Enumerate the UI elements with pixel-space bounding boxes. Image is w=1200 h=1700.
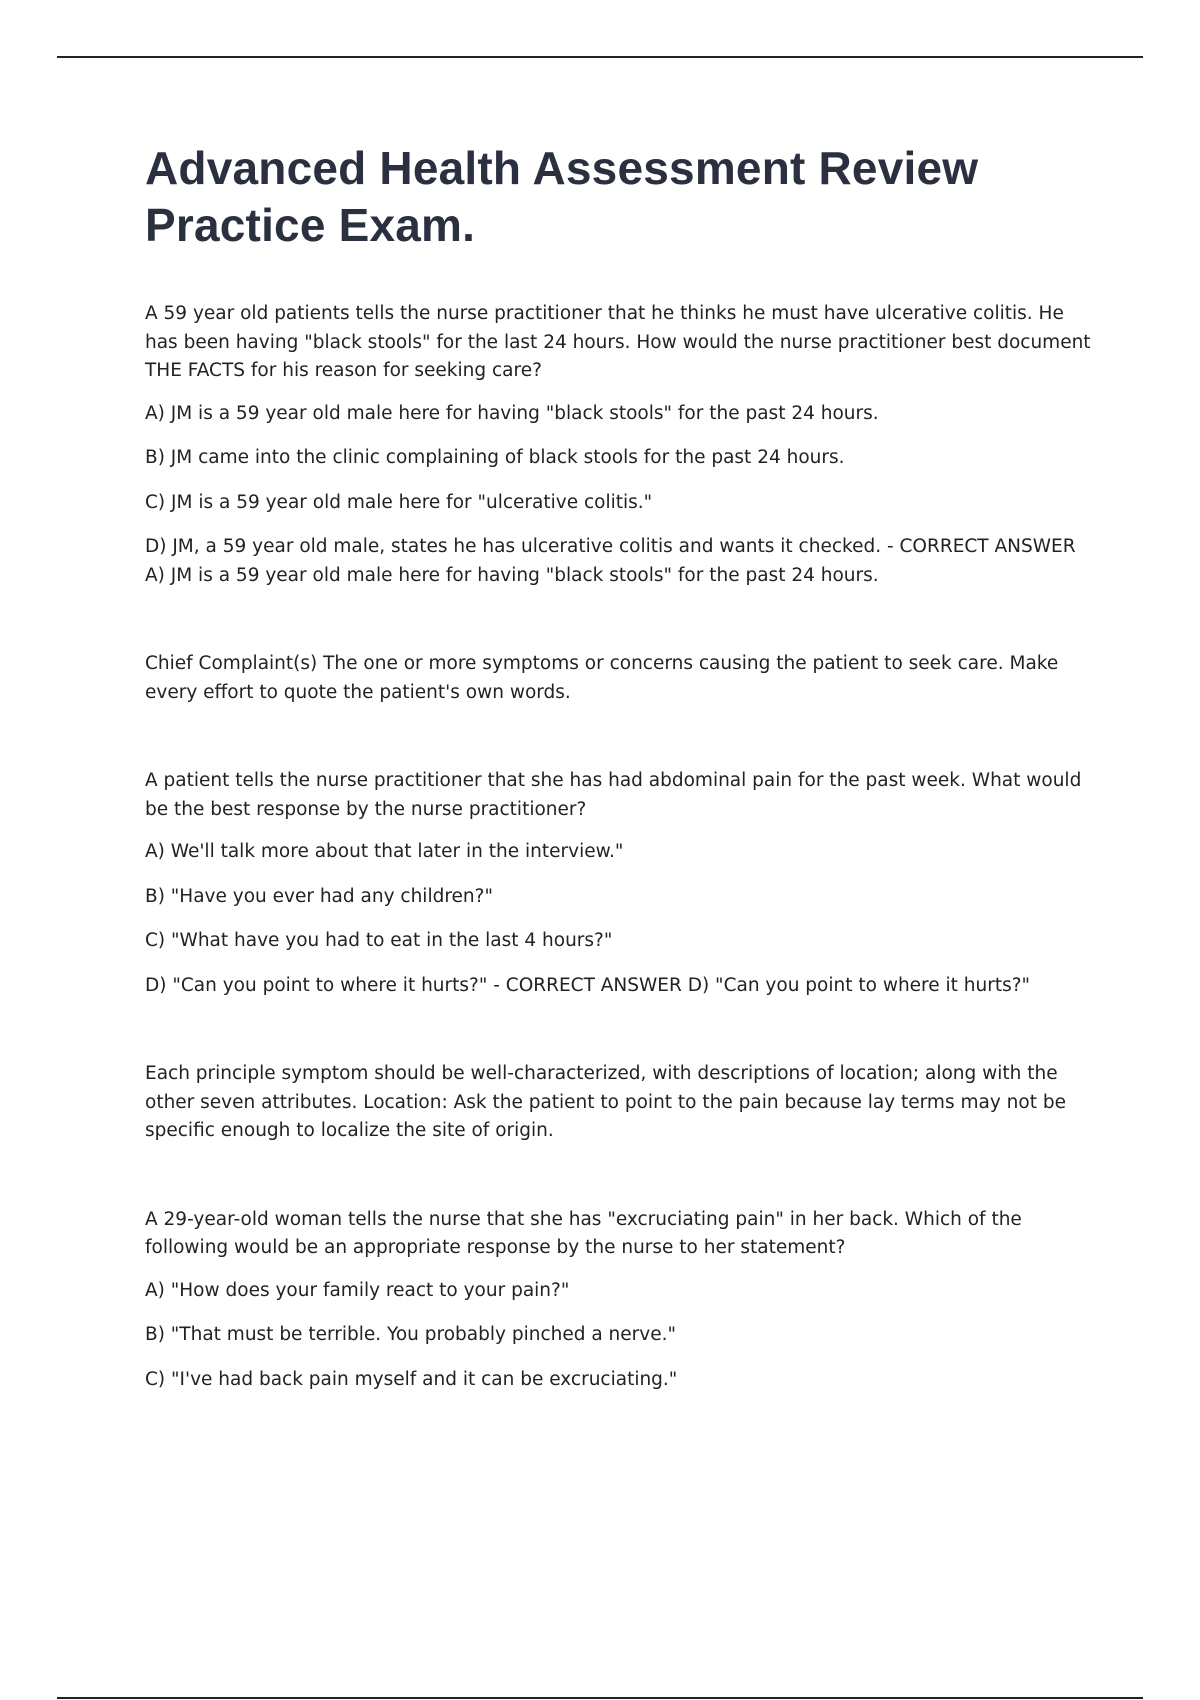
explanation-1 [145,650,1095,707]
answer-option-c: C) "What have you had to eat in the last 4 hours?" [145,930,613,951]
question-3 [145,1206,1095,1395]
question-stem: A patient tells the nurse practitioner that she has had abdominal pain for the past week. What would be the best response by the nurse practitioner? [145,770,1082,820]
explanation-text: Each principle symptom should be well-characterized, with descriptions of location; along with the other seven attributes. Location: Ask the patient to point to the pain because lay terms may not be specific enough to localize the site of origin. [145,1063,1066,1141]
answer-option-b: B) JM came into the clinic complaining of black stools for the past 24 hours. [145,447,845,468]
question-stem: A 29-year-old woman tells the nurse that she has "excruciating pain" in her back. Which of the following would be an appropriate response by the nurse to her statement? [145,1208,1022,1258]
explanation-2 [145,1060,1095,1146]
question-1 [145,300,1095,590]
explanation-text: Chief Complaint(s) The one or more symptoms or concerns causing the patient to seek care. Make every effort to quote the patient's own words. [145,653,1059,703]
answer-option-d: D) "Can you point to where it hurts?" - CORRECT ANSWER D) "Can you point to where it hurts?" [145,974,1031,996]
answer-option-a: A) "How does your family react to your pain?" [145,1279,570,1301]
top-rule [57,56,1143,58]
bottom-rule [57,1697,1143,1699]
answer-option-a: A) We'll talk more about that later in the interview." [145,841,624,862]
question-2 [145,767,1095,1000]
answer-option-b: B) "Have you ever had any children?" [145,885,493,907]
document-body [145,140,1095,1454]
answer-option-c: C) JM is a 59 year old male here for "ulcerative colitis." [145,491,653,513]
answer-option-a: A) JM is a 59 year old male here for having "black stools" for the past 24 hours. [145,402,879,424]
answer-option-b: B) "That must be terrible. You probably pinched a nerve." [145,1324,676,1345]
document-title: Advanced Health Assessment Review Practice Exam. [145,142,979,251]
answer-option-d: D) JM, a 59 year old male, states he has ulcerative colitis and wants it checked. - CORRECT ANSWER A) JM is a 59 year old male here for having "black stools" for the past 24 hours. [145,536,1076,586]
answer-option-c: C) "I've had back pain myself and it can be excruciating." [145,1368,678,1390]
question-stem: A 59 year old patients tells the nurse practitioner that he thinks he must have ulcerative colitis. He has been having "black stools" for the last 24 hours. How would the nurse practitioner best document THE FACTS for his reason for seeking care? [145,303,1091,381]
